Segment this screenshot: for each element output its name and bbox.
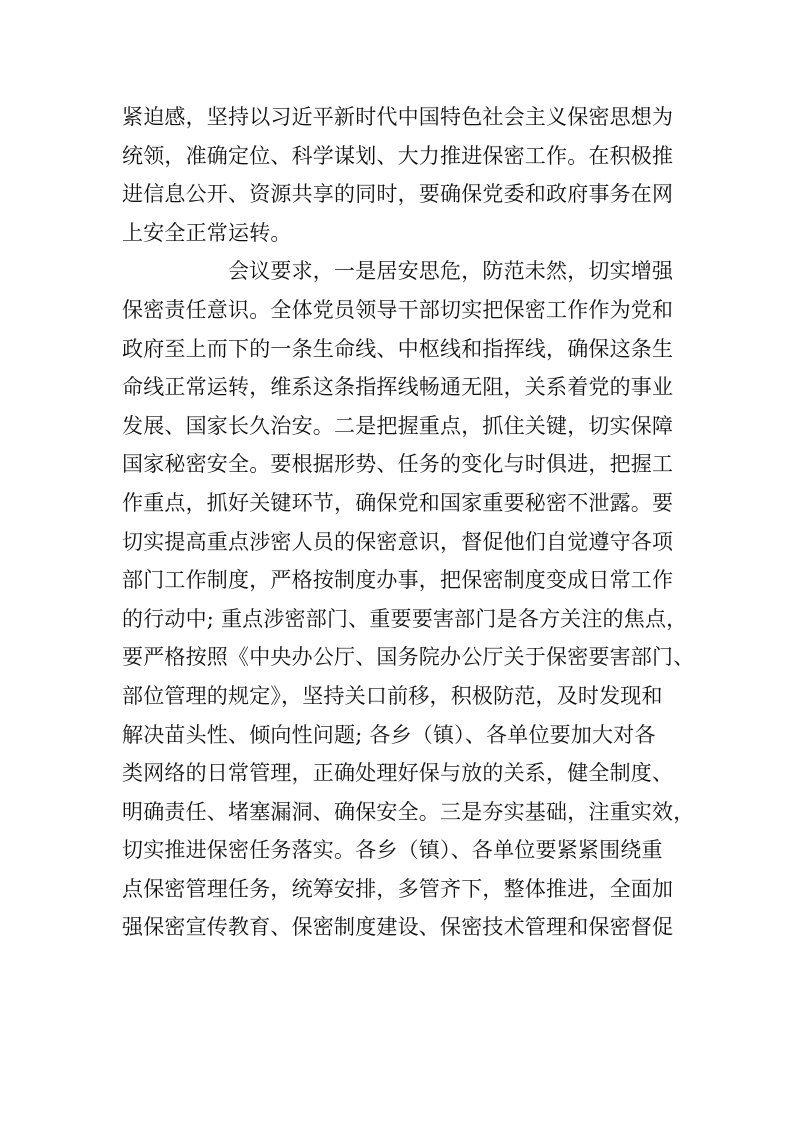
text-line: 国家秘密安全。要根据形势、任务的变化与时俱进，把握工 [122,452,674,477]
text-line: 类网络的日常管理，正确处理好保与放的关系，健全制度、 [122,761,674,786]
text-line: 保密责任意识。全体党员领导干部切实把保密工作作为党和 [122,297,674,322]
text-line: 统领，准确定位、科学谋划、大力推进保密工作。在积极推 [122,143,674,168]
text-line: 部门工作制度，严格按制度办事，把保密制度变成日常工作 [122,568,674,593]
text-line: 解决苗头性、倾向性问题; 各乡（镇）、各单位要加大对各 [122,722,656,747]
text-line: 发展、国家长久治安。二是把握重点，抓住关键，切实保障 [122,413,674,438]
text-line: 要严格按照《中央办公厅、国务院办公厅关于保密要害部门、 [122,645,695,670]
text-line: 命线正常运转，维系这条指挥线畅通无阻，关系着党的事业 [122,375,674,400]
text-line: 作重点，抓好关键环节，确保党和国家重要秘密不泄露。要 [122,490,674,515]
text-line: 明确责任、堵塞漏洞、确保安全。三是夯实基础，注重实效， [122,799,695,824]
text-line: 进信息公开、资源共享的同时，要确保党委和政府事务在网 [122,182,674,207]
paragraph-start-line: 会议要求，一是居安思危，防范未然，切实增强 [228,259,674,284]
text-line: 切实推进保密任务落实。各乡（镇）、各单位要紧紧围绕重 [122,838,663,863]
text-line: 部位管理的规定》，坚持关口前移，积极防范，及时发现和 [122,683,663,708]
text-line: 的行动中; 重点涉密部门、重要要害部门是各方关注的焦点， [122,606,688,631]
text-line: 强保密宣传教育、保密制度建设、保密技术管理和保密督促 [122,915,674,940]
text-line: 紧迫感，坚持以习近平新时代中国特色社会主义保密思想为 [122,105,674,129]
text-line: 切实提高重点涉密人员的保密意识，督促他们自觉遵守各项 [122,529,674,554]
text-line: 政府至上而下的一条生命线、中枢线和指挥线，确保这条生 [122,336,674,361]
document-body [122,98,695,947]
text-line: 点保密管理任务，统筹安排，多管齐下，整体推进，全面加 [122,876,674,901]
text-line: 上安全正常运转。 [122,220,292,245]
